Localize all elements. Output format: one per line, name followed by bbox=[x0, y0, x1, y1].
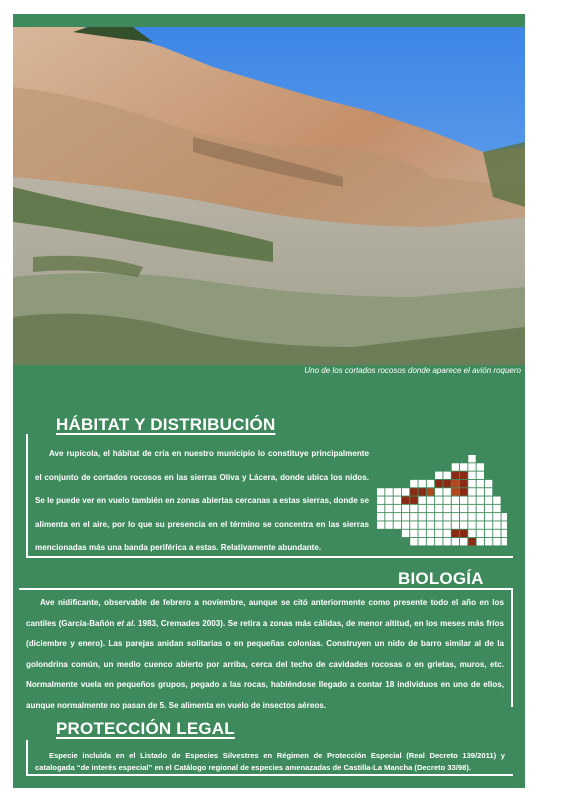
grid-cell-presence bbox=[402, 497, 409, 504]
grid-cell bbox=[419, 497, 426, 504]
grid-cell bbox=[435, 513, 442, 520]
grid-cell bbox=[477, 538, 484, 545]
grid-cell bbox=[460, 497, 467, 504]
grid-cell bbox=[452, 538, 459, 545]
photo-caption: Uno de los cortados rocosos donde aparece el avión roquero bbox=[304, 366, 521, 375]
grid-cell bbox=[427, 505, 434, 512]
grid-cell bbox=[435, 538, 442, 545]
proteccion-heading: PROTECCIÓN LEGAL bbox=[56, 719, 235, 738]
grid-cell bbox=[435, 521, 442, 528]
grid-cell-presence bbox=[419, 488, 426, 495]
grid-cell bbox=[385, 513, 392, 520]
grid-cell-presence bbox=[460, 488, 467, 495]
biologia-heading: BIOLOGÍA bbox=[398, 569, 484, 588]
grid-cell-presence bbox=[443, 480, 450, 487]
grid-cell bbox=[427, 530, 434, 537]
grid-cell bbox=[419, 513, 426, 520]
grid-cell bbox=[419, 521, 426, 528]
grid-cell bbox=[485, 488, 492, 495]
grid-cell bbox=[468, 521, 475, 528]
grid-cell bbox=[435, 530, 442, 537]
grid-cell bbox=[427, 538, 434, 545]
grid-cell bbox=[460, 538, 467, 545]
grid-cell bbox=[377, 505, 384, 512]
grid-cell bbox=[443, 538, 450, 545]
grid-cell bbox=[493, 513, 500, 520]
grid-cell bbox=[502, 538, 508, 545]
grid-cell bbox=[460, 513, 467, 520]
cliff-landscape-image bbox=[13, 27, 525, 365]
grid-cell bbox=[452, 521, 459, 528]
grid-cell bbox=[443, 513, 450, 520]
grid-cell bbox=[468, 463, 475, 470]
grid-cell bbox=[485, 530, 492, 537]
grid-cell bbox=[477, 497, 484, 504]
grid-cell bbox=[427, 480, 434, 487]
grid-cell bbox=[468, 505, 475, 512]
grid-cell bbox=[502, 513, 508, 520]
grid-cell bbox=[443, 497, 450, 504]
grid-cell bbox=[394, 497, 401, 504]
grid-cell-presence bbox=[435, 480, 442, 487]
grid-cell bbox=[394, 488, 401, 495]
top-green-bar bbox=[13, 14, 525, 27]
grid-cell bbox=[477, 472, 484, 479]
grid-cell bbox=[443, 472, 450, 479]
grid-cell bbox=[427, 521, 434, 528]
biologia-text-italic: et al. bbox=[116, 618, 136, 628]
grid-cell bbox=[377, 521, 384, 528]
grid-cell bbox=[493, 497, 500, 504]
grid-cell bbox=[402, 488, 409, 495]
grid-cell bbox=[435, 488, 442, 495]
grid-cell-presence bbox=[410, 488, 417, 495]
grid-cell bbox=[410, 513, 417, 520]
grid-cell bbox=[394, 505, 401, 512]
grid-cell bbox=[410, 505, 417, 512]
grid-cell-presence bbox=[460, 530, 467, 537]
grid-cell bbox=[493, 505, 500, 512]
distribution-grid-map bbox=[375, 453, 507, 553]
grid-cell bbox=[443, 488, 450, 495]
grid-cell bbox=[419, 480, 426, 487]
grid-cell-presence bbox=[452, 480, 459, 487]
biologia-text-1: Ave nidificante, observable de febrero a noviembre, aunque se citó anteriormente como presente todo el año en los cantiles (García-Bañón bbox=[26, 598, 504, 628]
grid-cell bbox=[468, 472, 475, 479]
grid-cell bbox=[385, 497, 392, 504]
grid-cell bbox=[485, 521, 492, 528]
grid-cell bbox=[394, 521, 401, 528]
grid-cell bbox=[485, 513, 492, 520]
grid-cell bbox=[385, 488, 392, 495]
grid-cell bbox=[468, 488, 475, 495]
grid-cell-presence bbox=[427, 488, 434, 495]
grid-cell bbox=[485, 497, 492, 504]
grid-cell bbox=[493, 530, 500, 537]
grid-cell bbox=[402, 530, 409, 537]
habitat-text: Ave rupícola, el hábitat de cría en nuestro municipio lo constituye principalmente el conjunto de cortados rocosos en las sierras Oliva y Lácera, donde ubica los nidos. Se le puede ver en vuelo también en zonas abiertas cercanas a estas sierras, donde se alimenta en el aire, por lo que su presencia en el término se concentra en las sierras mencionadas más una banda periférica a estas. Relativamente abundante. bbox=[35, 449, 369, 552]
grid-cell bbox=[493, 521, 500, 528]
grid-cell bbox=[468, 455, 475, 462]
grid-cell bbox=[460, 463, 467, 470]
grid-cell bbox=[477, 488, 484, 495]
grid-cell bbox=[485, 505, 492, 512]
grid-cell bbox=[435, 497, 442, 504]
grid-cell bbox=[402, 505, 409, 512]
grid-cell bbox=[468, 480, 475, 487]
grid-cell bbox=[468, 513, 475, 520]
grid-cell-presence bbox=[410, 497, 417, 504]
grid-cell bbox=[419, 505, 426, 512]
grid-cell bbox=[477, 513, 484, 520]
grid-cell bbox=[485, 538, 492, 545]
grid-cell bbox=[477, 463, 484, 470]
grid-cell bbox=[385, 521, 392, 528]
grid-cell-presence bbox=[452, 488, 459, 495]
grid-cell-presence bbox=[460, 472, 467, 479]
grid-cell bbox=[477, 505, 484, 512]
grid-cell bbox=[502, 521, 508, 528]
grid-cell-presence bbox=[452, 530, 459, 537]
grid-cell bbox=[477, 480, 484, 487]
grid-cell bbox=[377, 513, 384, 520]
grid-cell bbox=[410, 530, 417, 537]
grid-cell bbox=[435, 472, 442, 479]
grid-cell bbox=[410, 521, 417, 528]
grid-cell bbox=[402, 513, 409, 520]
grid-cell bbox=[410, 538, 417, 545]
grid-cell bbox=[452, 505, 459, 512]
grid-cell bbox=[427, 513, 434, 520]
grid-cell bbox=[410, 480, 417, 487]
grid-cell bbox=[419, 530, 426, 537]
cliff-photo bbox=[13, 27, 525, 365]
grid-cell bbox=[460, 521, 467, 528]
grid-cell bbox=[477, 530, 484, 537]
grid-cell-presence bbox=[452, 472, 459, 479]
grid-cell bbox=[477, 521, 484, 528]
grid-cell-presence bbox=[460, 480, 467, 487]
grid-cell bbox=[377, 497, 384, 504]
content-panel bbox=[13, 365, 525, 788]
grid-cell bbox=[452, 497, 459, 504]
grid-cell bbox=[427, 497, 434, 504]
biologia-text-2: 1983, Cremades 2003). Se retira a zonas más cálidas, de menor altitud, en los meses más fríos (diciembre y enero). Las parejas anidan solitarias o en pequeñas colonias. Construyen un nido de barro similar al de la golondrina común, un medio cuenco abierto por arriba, cerca del techo de cavidades rocosas o en grietas, muros, etc. Normalmente vuela en pequeños grupos, pegado a las rocas, habiéndose llegado a contar 18 individuos en uno de ellos, aunque normalmente no pasan de 5. Se alimenta en vuelo de insectos aéreos. bbox=[26, 618, 504, 710]
grid-cell bbox=[452, 463, 459, 470]
grid-cell bbox=[468, 530, 475, 537]
biologia-text bbox=[26, 593, 504, 716]
grid-cell bbox=[435, 505, 442, 512]
grid-cell bbox=[419, 538, 426, 545]
proteccion-text: Especie incluida en el Listado de Especies Silvestres en Régimen de Protección Especial (Real Decreto 139/2011) y catalogada “de interés especial” en el Catálogo regional de especies amenazadas de Castilla-La Mancha (Decreto 33/98). bbox=[35, 751, 505, 772]
grid-cell bbox=[394, 513, 401, 520]
grid-cell bbox=[402, 521, 409, 528]
grid-cell bbox=[443, 521, 450, 528]
habitat-heading: HÁBITAT Y DISTRIBUCIÓN bbox=[56, 415, 276, 434]
grid-cell bbox=[502, 530, 508, 537]
grid-cell bbox=[493, 538, 500, 545]
grid-cell bbox=[443, 530, 450, 537]
grid-cell bbox=[443, 505, 450, 512]
grid-cell bbox=[377, 488, 384, 495]
grid-cell bbox=[452, 513, 459, 520]
grid-cell bbox=[385, 505, 392, 512]
grid-cell bbox=[460, 505, 467, 512]
grid-cell bbox=[485, 480, 492, 487]
grid-cell bbox=[468, 497, 475, 504]
grid-cell-presence bbox=[468, 538, 475, 545]
